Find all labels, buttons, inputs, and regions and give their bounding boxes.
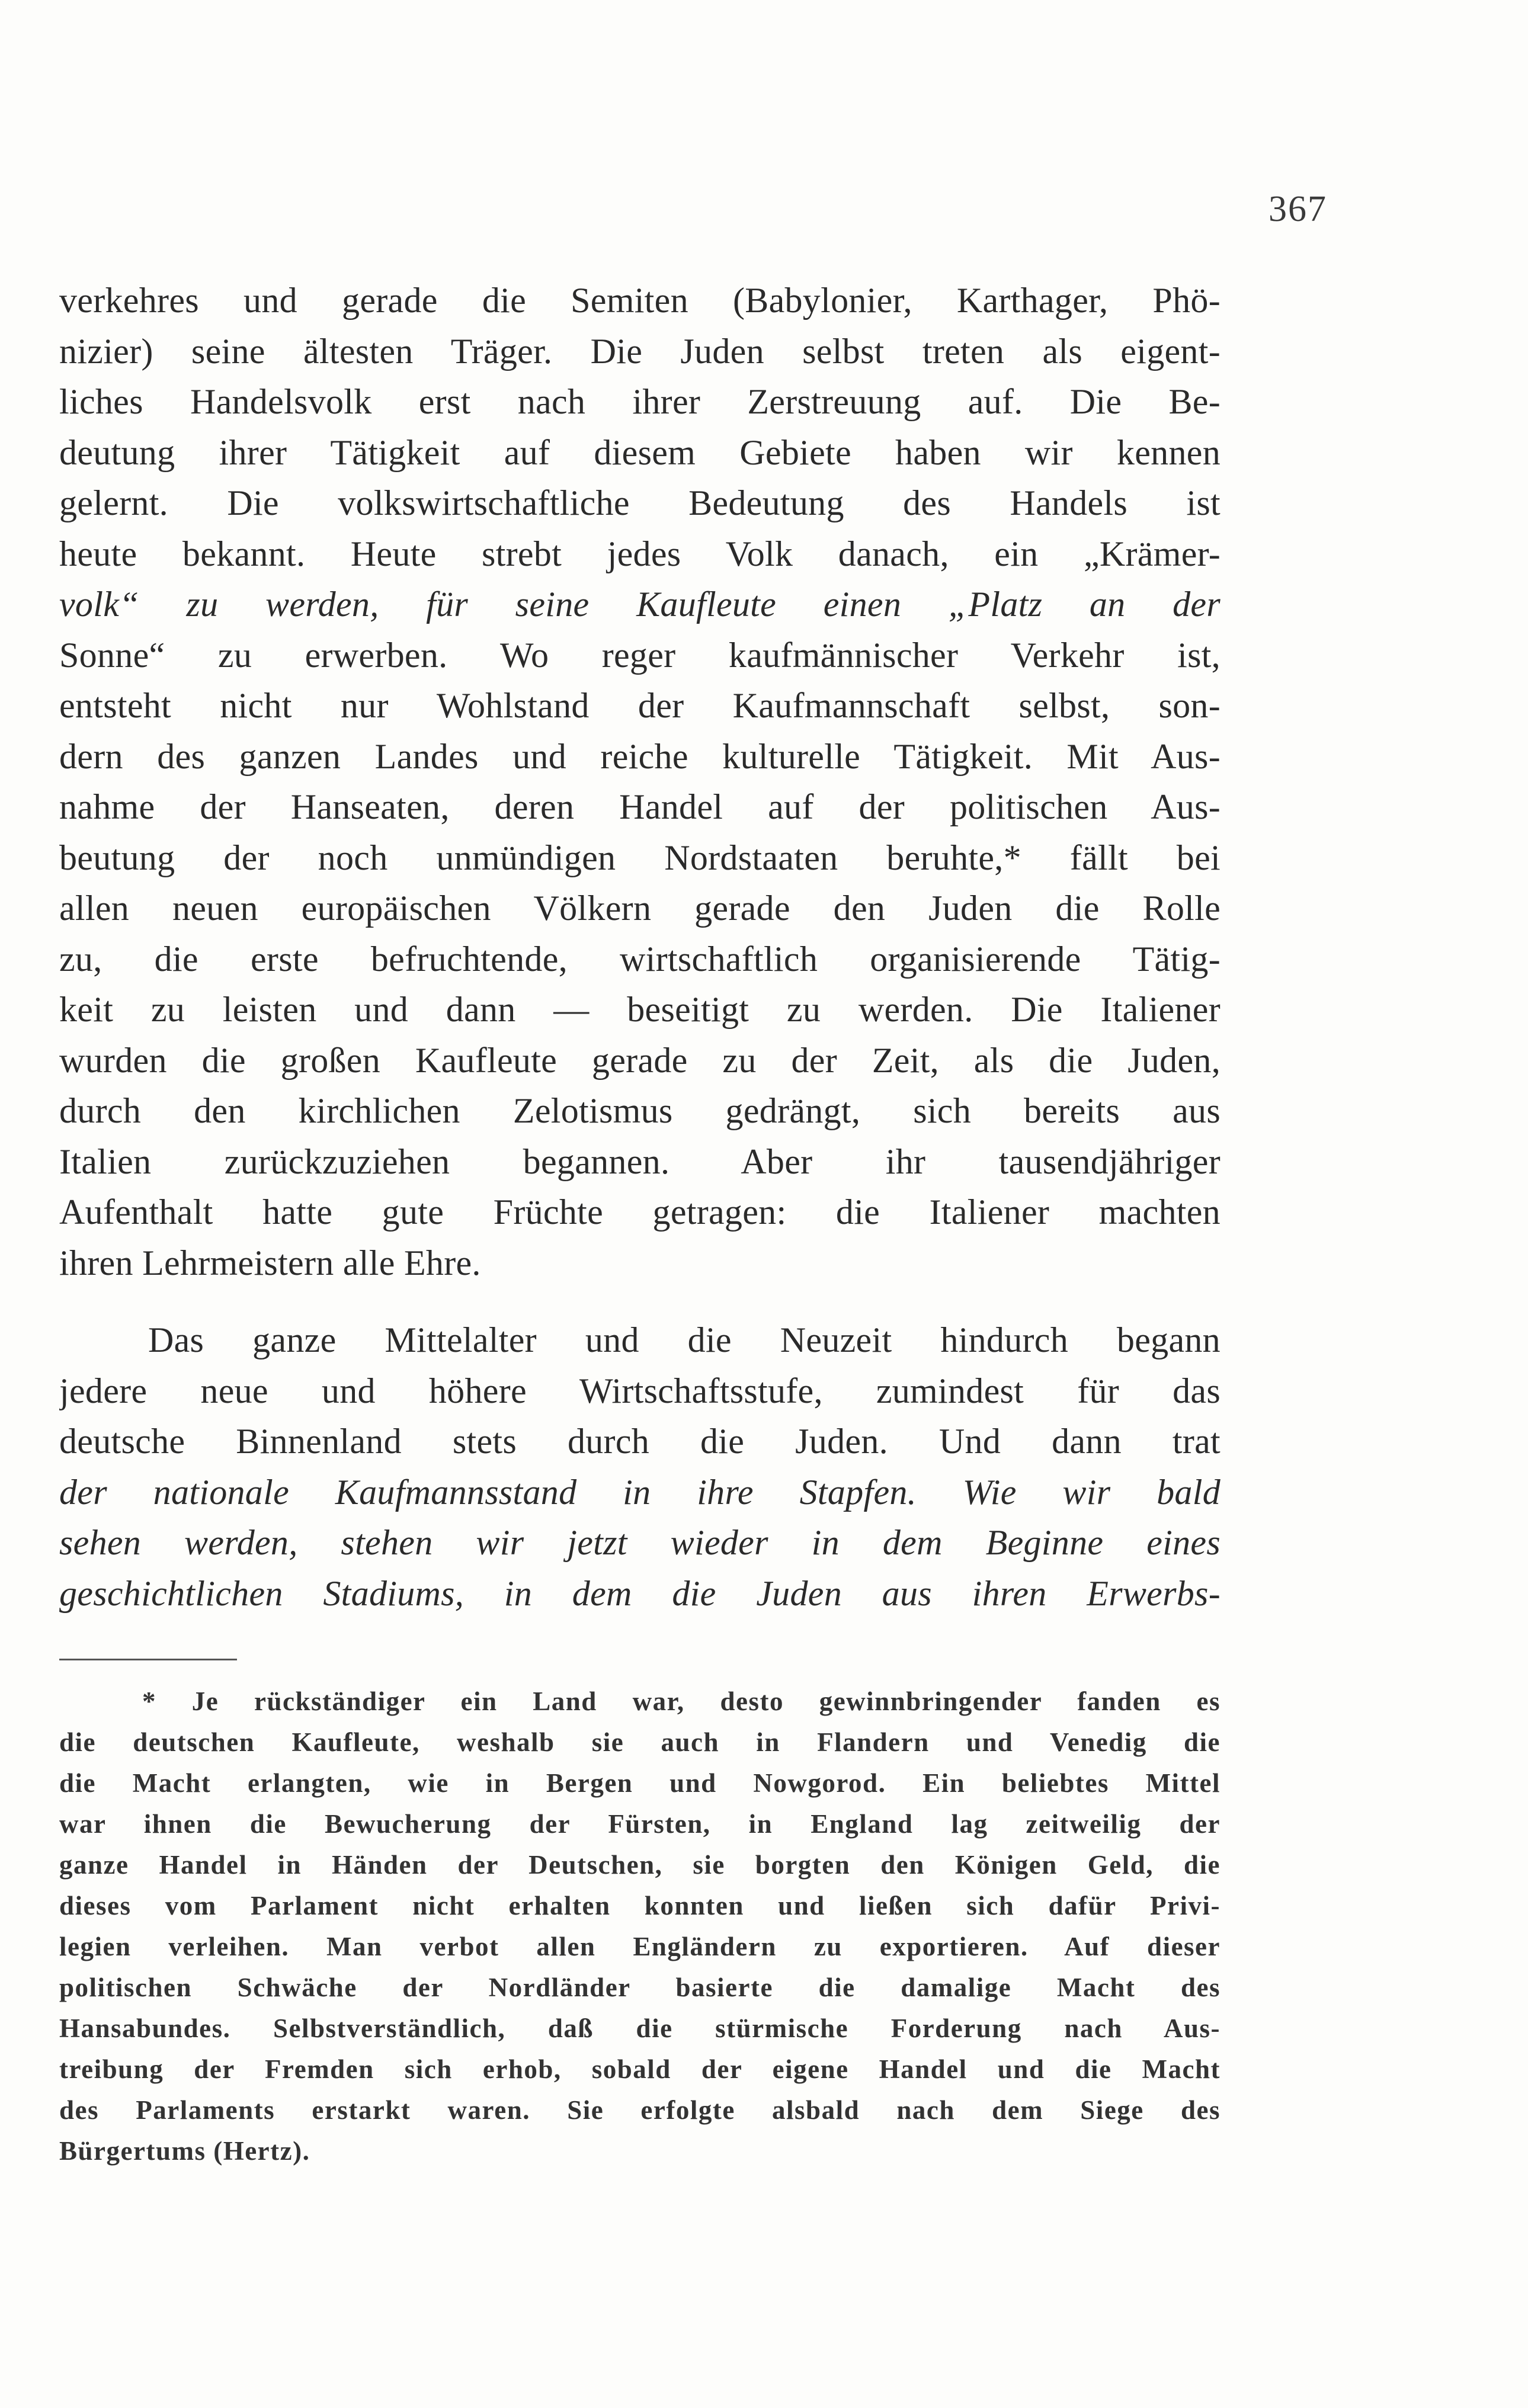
footnote-line: treibung der Fremden sich erhob, sobald der eigene Handel und die Macht	[59, 2054, 1221, 2084]
text-line: nizier) seine ältesten Träger. Die Juden selbst treten als eigent-	[59, 331, 1221, 371]
text-line: ihren Lehrmeistern alle Ehre.	[59, 1243, 481, 1282]
footnote-line: war ihnen die Bewucherung der Fürsten, in England lag zeitweilig der	[59, 1809, 1221, 1839]
text-line: entsteht nicht nur Wohlstand der Kaufmannschaft selbst, son-	[59, 686, 1221, 725]
text-line: durch den kirchlichen Zelotismus gedrängt, sich bereits aus	[59, 1091, 1221, 1130]
text-line: jedere neue und höhere Wirtschaftsstufe, zumindest für das	[59, 1371, 1221, 1410]
text-line: verkehres und gerade die Semiten (Babylonier, Karthager, Phö-	[59, 281, 1221, 320]
text-line: Aufenthalt hatte gute Früchte getragen: die Italiener machten	[59, 1192, 1221, 1232]
text-line: gelernt. Die volkswirtschaftliche Bedeutung des Handels ist	[59, 483, 1221, 522]
text-line: Sonne“ zu erwerben. Wo reger kaufmännischer Verkehr ist,	[59, 635, 1221, 675]
footnote-line: politischen Schwäche der Nordländer basierte die damalige Macht des	[59, 1973, 1221, 2002]
text-line: zu, die erste befruchtende, wirtschaftlich organisierende Tätig-	[59, 939, 1221, 979]
text-line: Das ganze Mittelalter und die Neuzeit hindurch begann	[148, 1320, 1221, 1359]
footnote-line: die deutschen Kaufleute, weshalb sie auch in Flandern und Venedig die	[59, 1727, 1221, 1757]
footnote-line: die Macht erlangten, wie in Bergen und Nowgorod. Ein beliebtes Mittel	[59, 1768, 1221, 1798]
text-line: der nationale Kaufmannsstand in ihre Stapfen. Wie wir bald	[59, 1472, 1221, 1512]
text-line: dern des ganzen Landes und reiche kulturelle Tätigkeit. Mit Aus-	[59, 736, 1221, 776]
footnote-divider	[59, 1659, 237, 1660]
footnote-line: ganze Handel in Händen der Deutschen, sie borgten den Königen Geld, die	[59, 1850, 1221, 1880]
text-line: sehen werden, stehen wir jetzt wieder in dem Beginne eines	[59, 1523, 1221, 1562]
paragraph-gap	[59, 1288, 1221, 1315]
page-number: 367	[1268, 189, 1327, 229]
text-line: liches Handelsvolk erst nach ihrer Zerstreuung auf. Die Be-	[59, 382, 1221, 421]
text-line: wurden die großen Kaufleute gerade zu der Zeit, als die Juden,	[59, 1040, 1221, 1080]
footnote-line: legien verleihen. Man verbot allen Engländern zu exportieren. Auf dieser	[59, 1932, 1221, 1961]
text-line: Italien zurückzuziehen begannen. Aber ihr tausendjähriger	[59, 1142, 1221, 1181]
text-line: allen neuen europäischen Völkern gerade den Juden die Rolle	[59, 889, 1221, 928]
footnote-line: * Je rückständiger ein Land war, desto gewinnbringender fanden es	[142, 1686, 1221, 1716]
text-line: heute bekannt. Heute strebt jedes Volk danach, ein „Krämer-	[59, 534, 1221, 573]
text-line: deutsche Binnenland stets durch die Juden. Und dann trat	[59, 1422, 1221, 1461]
text-line: volk“ zu werden, für seine Kaufleute einen „Platz an der	[59, 585, 1221, 624]
footnote-line: des Parlaments erstarkt waren. Sie erfolgte alsbald nach dem Siege des	[59, 2095, 1221, 2125]
footnote-line: Bürgertums (Hertz).	[59, 2136, 310, 2166]
main-text	[59, 275, 1221, 1619]
footnote-line: Hansabundes. Selbstverständlich, daß die stürmische Forderung nach Aus-	[59, 2013, 1221, 2043]
text-line: deutung ihrer Tätigkeit auf diesem Gebiete haben wir kennen	[59, 432, 1221, 472]
footnote-line: dieses vom Parlament nicht erhalten konnten und ließen sich dafür Privi-	[59, 1891, 1221, 1920]
footnotes	[59, 1681, 1221, 2172]
text-line: beutung der noch unmündigen Nordstaaten beruhte,* fällt bei	[59, 838, 1221, 877]
text-line: keit zu leisten und dann — beseitigt zu werden. Die Italiener	[59, 990, 1221, 1029]
text-line: geschichtlichen Stadiums, in dem die Juden aus ihren Erwerbs-	[59, 1573, 1221, 1613]
text-line: nahme der Hanseaten, deren Handel auf der politischen Aus-	[59, 787, 1221, 826]
